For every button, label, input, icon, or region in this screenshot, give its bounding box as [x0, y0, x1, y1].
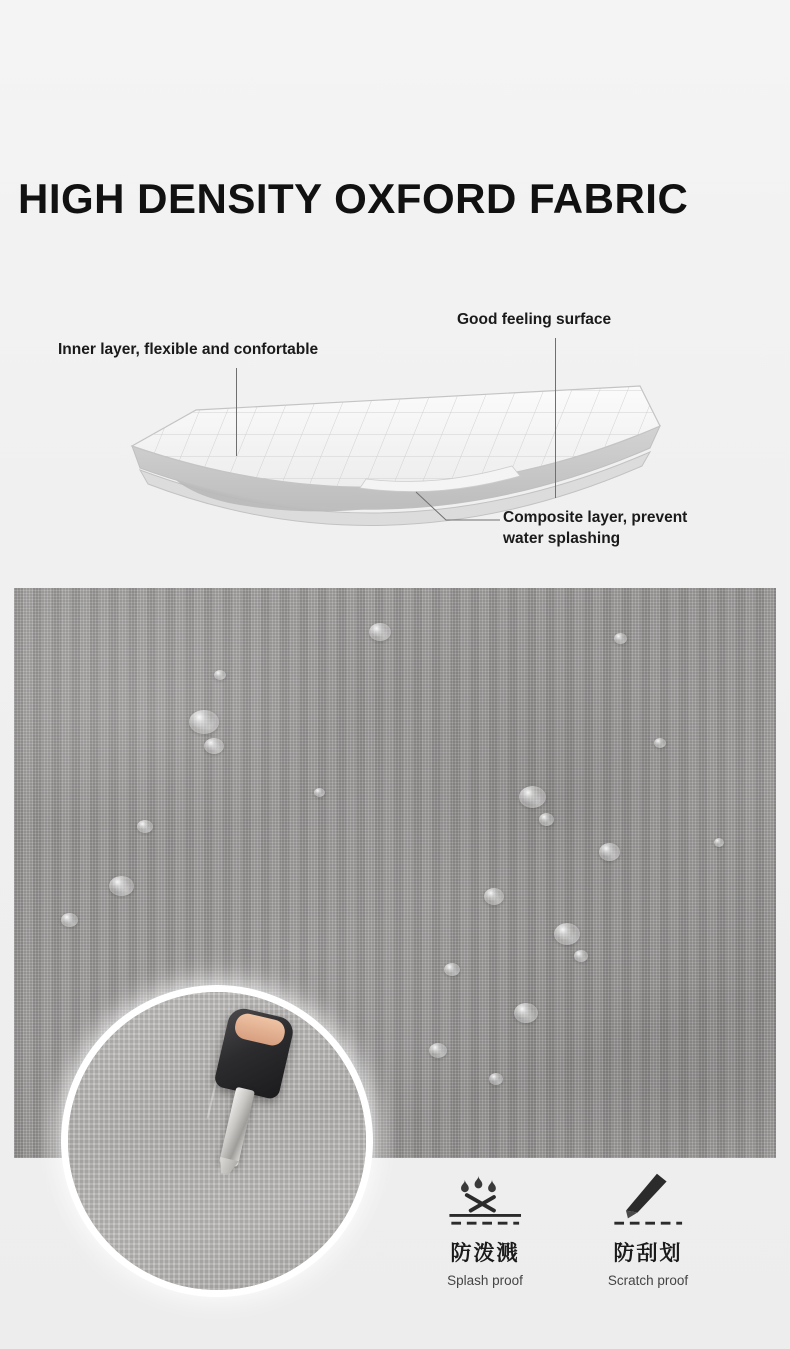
water-droplet: [489, 1073, 503, 1085]
feature-scratch-proof-label-en: Scratch proof: [607, 1273, 689, 1288]
water-droplet: [61, 913, 78, 927]
splash-proof-icon: [432, 1168, 538, 1228]
feature-splash-proof-label-en: Splash proof: [447, 1273, 523, 1288]
water-droplet: [314, 788, 325, 797]
water-droplet: [514, 1003, 538, 1023]
callout-composite-layer-line2: water splashing: [503, 529, 621, 547]
key-shaft: [219, 1087, 255, 1167]
callout-composite-layer: [503, 508, 753, 550]
water-droplet: [214, 670, 226, 680]
water-droplet: [614, 633, 627, 644]
water-droplet: [204, 738, 224, 754]
scratch-test-magnifier: [68, 992, 366, 1290]
feature-list: [390, 1168, 790, 1318]
water-droplet: [599, 843, 620, 861]
callout-composite-layer-line1: Composite layer, prevent: [503, 509, 688, 526]
callout-good-surface: Good feeling surface: [457, 311, 612, 328]
water-droplet: [554, 923, 580, 945]
feature-splash-proof: [395, 1168, 575, 1288]
fabric-layer-diagram: [0, 280, 790, 580]
scratch-proof-icon: [595, 1168, 701, 1228]
leader-line-inner-layer: [236, 368, 237, 456]
water-droplet: [539, 813, 554, 826]
water-droplet: [519, 786, 546, 808]
page-title: HIGH DENSITY OXFORD FABRIC: [18, 175, 689, 222]
water-droplet: [444, 963, 460, 976]
water-droplet: [654, 738, 666, 748]
water-droplet: [369, 623, 391, 641]
feature-scratch-proof-label-cn: 防刮划: [613, 1242, 683, 1265]
feature-splash-proof-label-cn: 防泼溅: [450, 1242, 520, 1265]
water-droplet: [189, 710, 219, 734]
feature-scratch-proof: [558, 1168, 738, 1288]
leader-line-good-surface: [555, 338, 556, 498]
water-droplet: [484, 888, 504, 905]
water-droplet: [137, 820, 153, 833]
water-droplet: [109, 876, 134, 896]
callout-inner-layer: Inner layer, flexible and confortable: [58, 341, 319, 358]
water-droplet: [429, 1043, 447, 1058]
water-droplet: [714, 838, 724, 847]
water-droplet: [574, 950, 588, 962]
fingertip: [233, 1011, 288, 1048]
key-head: [213, 1006, 296, 1101]
